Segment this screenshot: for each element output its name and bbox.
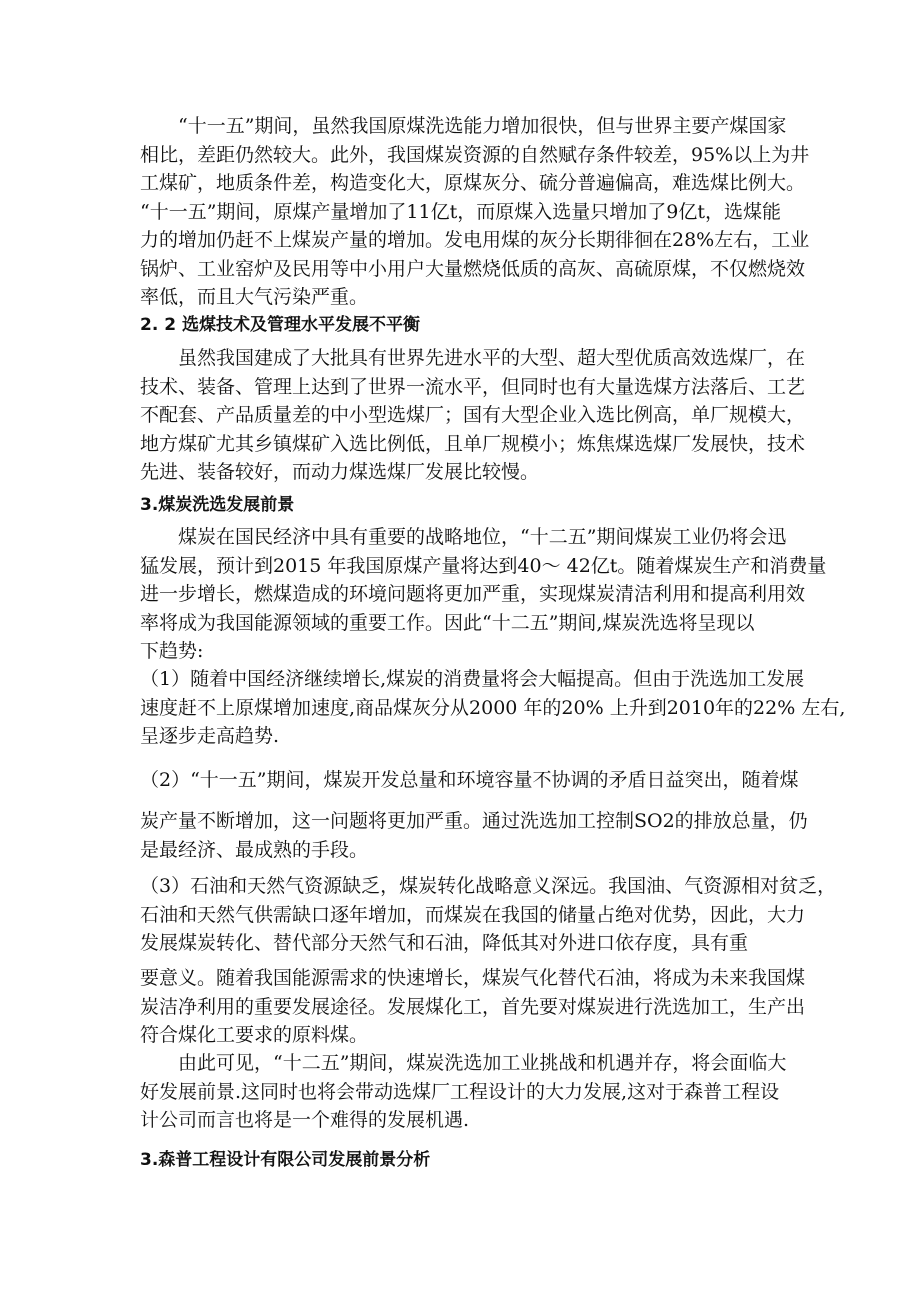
paragraph-line: 率将成为我国能源领域的重要工作。因此“十二五”期间,煤炭洗选将呈现以 (140, 611, 755, 634)
paragraph-line: 速度赶不上原煤增加速度,商品煤灰分从2000 年的20% 上升到2010年的22% 左右, (140, 696, 846, 719)
paragraph-line: 力的增加仍赶不上煤炭产量的增加。发电用煤的灰分长期徘徊在28%左右，工业 (140, 229, 810, 251)
paragraph-line: 不配套、产品质量差的中小型选煤厂；国有大型企业入选比例高，单厂规模大， (140, 404, 806, 426)
paragraph-7 (140, 964, 806, 1050)
paragraph-2 (140, 344, 806, 487)
paragraph-line: 猛发展，预计到2015 年我国原煤产量将达到40～ 42亿t。随着煤炭生产和消费量 (140, 554, 827, 577)
paragraph-line: 是最经济、最成熟的手段。 (140, 838, 369, 861)
section-heading: 2. 2 选煤技术及管理水平发展不平衡 (140, 315, 420, 335)
paragraph-line: 技术、装备、管理上达到了世界一流水平，但同时也有大量选煤方法落后、工艺 (140, 375, 806, 398)
paragraph-5-line-1 (140, 766, 799, 795)
paragraph-line: “十一五”期间，虽然我国原煤洗选能力增加很快，但与世界主要产煤国家 (140, 115, 787, 137)
section-heading: 3.森普工程设计有限公司发展前景分析 (140, 1150, 431, 1170)
paragraph-line: 下趋势: (140, 640, 204, 662)
paragraph-line: 率低，而且大气污染严重。 (140, 286, 369, 308)
paragraph-8 (140, 1049, 787, 1135)
paragraph-1 (140, 112, 810, 312)
paragraph-line: 由此可见，“十二五”期间，煤炭洗选加工业挑战和机遇并存，将会面临大 (140, 1052, 787, 1074)
paragraph-line: 好发展前景.这同时也将会带动选煤厂工程设计的大力发展,这对于森普工程设 (140, 1080, 780, 1103)
paragraph-line: 符合煤化工要求的原料煤。 (140, 1024, 369, 1046)
paragraph-line: 地方煤矿尤其乡镇煤矿入选比例低，且单厂规模小；炼焦煤选煤厂发展快，技术 (140, 432, 806, 455)
paragraph-line: 要意义。随着我国能源需求的快速增长，煤炭气化替代石油，将成为未来我国煤 (140, 967, 806, 989)
paragraph-line: “十一五”期间，原煤产量增加了11亿t，而原煤入选量只增加了9亿t，选煤能 (140, 200, 781, 223)
paragraph-line: 相比，差距仍然较大。此外，我国煤炭资源的自然赋存条件较差，95%以上为井 (140, 143, 810, 166)
paragraph-line: 石油和天然气供需缺口逐年增加，而煤炭在我国的储量占绝对优势，因此，大力 (140, 903, 806, 926)
paragraph-line: （3）石油和天然气资源缺乏，煤炭转化战略意义深远。我国油、气资源相对贫乏， (140, 875, 837, 897)
paragraph-line: （1）随着中国经济继续增长,煤炭的消费量将会大幅提高。但由于洗选加工发展 (140, 668, 805, 690)
paragraph-line: 煤炭在国民经济中具有重要的战略地位，“十二五”期间煤炭工业仍将会迅 (140, 526, 787, 548)
paragraph-line: 炭产量不断增加，这一问题将更加严重。通过洗选加工控制SO2的排放总量，仍 (140, 810, 808, 832)
paragraph-4 (140, 665, 846, 751)
paragraph-line: 呈逐步走高趋势. (140, 725, 280, 747)
paragraph-5-line-2 (140, 807, 808, 864)
paragraph-line: 先进、装备较好，而动力煤选煤厂发展比较慢。 (140, 461, 540, 483)
paragraph-6 (140, 872, 837, 958)
section-heading: 3.煤炭洗选发展前景 (140, 495, 295, 515)
paragraph-line: 发展煤炭转化、替代部分天然气和石油，降低其对外进口依存度，具有重 (140, 932, 749, 954)
paragraph-line: 计公司而言也将是一个难得的发展机遇. (140, 1109, 470, 1131)
paragraph-3 (140, 523, 827, 666)
paragraph-line: 锅炉、工业窑炉及民用等中小用户大量燃烧低质的高灰、高硫原煤，不仅燃烧效 (140, 257, 806, 280)
paragraph-line: 虽然我国建成了大批具有世界先进水平的大型、超大型优质高效选煤厂，在 (140, 347, 806, 369)
paragraph-line: （2）“十一五”期间，煤炭开发总量和环境容量不协调的矛盾日益突出，随着煤 (140, 769, 799, 791)
paragraph-line: 炭洁净利用的重要发展途径。发展煤化工，首先要对煤炭进行洗选加工，生产出 (140, 995, 806, 1018)
paragraph-line: 工煤矿，地质条件差，构造变化大，原煤灰分、硫分普遍偏高，难选煤比例大。 (140, 172, 806, 194)
paragraph-line: 进一步增长，燃煤造成的环境问题将更加严重，实现煤炭清洁利用和提高利用效 (140, 583, 806, 605)
